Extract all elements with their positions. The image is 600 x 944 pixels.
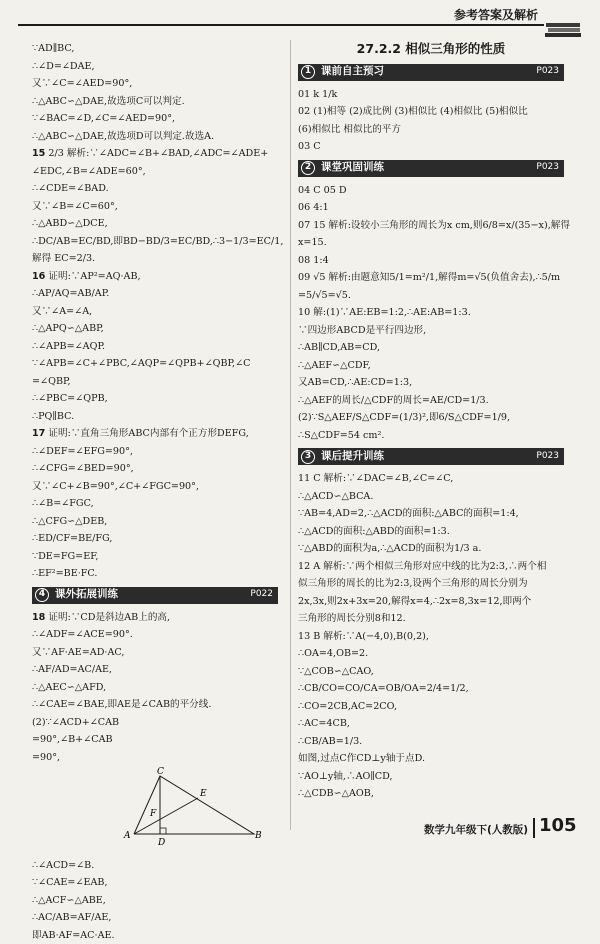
- text-line: ∴△CDB∽△AOB,: [298, 785, 564, 803]
- text-line: ∴∠ACD=∠B.: [32, 857, 278, 875]
- text-line: 04 C 05 D: [298, 182, 564, 200]
- footer-separator: [533, 818, 535, 838]
- question-number: 17: [32, 428, 45, 439]
- text-line: ∴∠DEF=∠EFG=90°,: [32, 443, 278, 461]
- text-line: 证明:∵直角三角形ABC内部有个正方形DEFG,: [48, 428, 248, 439]
- text-line: ∴CO=2CB,AC=2CO,: [298, 698, 564, 716]
- section-badge: 4: [35, 588, 49, 602]
- section-code: P023: [536, 63, 559, 81]
- text-line: ∴∠CDE=∠BAD.: [32, 180, 278, 198]
- question-number: 15: [32, 148, 45, 159]
- label-c: C: [157, 767, 164, 777]
- text-line: ∴∠PBC=∠QPB,: [32, 390, 278, 408]
- text-line: ∴△CFG∽△DEB,: [32, 513, 278, 531]
- text-line: ∵△COB∽△CAO,: [298, 663, 564, 681]
- column-divider: [290, 40, 291, 830]
- section-2-answers: [298, 182, 564, 445]
- triangle-outline: [134, 776, 254, 834]
- text-line: 03 C: [298, 138, 564, 156]
- section-badge: 2: [301, 161, 315, 175]
- text-line: 07 15 解析:设较小三角形的周长为x cm,则6/8=x/(35−x),解得: [298, 217, 564, 235]
- book-stack-icon: [544, 20, 584, 40]
- text-line: 证明:∵CD是斜边AB上的高,: [48, 612, 170, 623]
- label-a: A: [123, 831, 131, 841]
- text-line: 11 C 解析:∵∠DAC=∠B,∠C=∠C,: [298, 470, 564, 488]
- section-code: P022: [250, 586, 273, 604]
- text-line: (2)∵∠ACD+∠CAB: [32, 714, 278, 732]
- label-d: D: [157, 838, 165, 848]
- text-line: =∠QBP,: [32, 373, 278, 391]
- question-17: [32, 425, 278, 583]
- section-bar-4: [32, 587, 278, 604]
- section-bar-2: [298, 160, 564, 177]
- text-line: 2/3 解析:∵∠ADC=∠B+∠BAD,∠ADC=∠ADE+: [48, 148, 268, 159]
- text-line: 又∵AF·AE=AD·AC,: [32, 644, 278, 662]
- text-line: ∴EF²=BE·FC.: [32, 565, 278, 583]
- section-title: 课前自主预习: [321, 63, 384, 81]
- text-line: 又∵∠B=∠C=60°,: [32, 198, 278, 216]
- text-line: =90°,∠B+∠CAB: [32, 731, 278, 749]
- text-line: ∴△ABD∽△DCE,: [32, 215, 278, 233]
- text-line: 13 B 解析:∵A(−4,0),B(0,2),: [298, 628, 564, 646]
- text-line: ∵AB=4,AD=2,∴△ACD的面积:△ABC的面积=1:4,: [298, 505, 564, 523]
- text-line: ∴S△CDF=54 cm².: [298, 427, 564, 445]
- text-line: 08 1:4: [298, 252, 564, 270]
- text-line: ∴△ABC∽△DAE,故选项D可以判定.故选A.: [32, 128, 278, 146]
- text-line: ∴△ACF∽△ABE,: [32, 892, 278, 910]
- section-badge: 3: [301, 450, 315, 464]
- text-line: ∴DC/AB=EC/BD,即BD−BD/3=EC/BD,∴3−1/3=EC/1,: [32, 233, 278, 251]
- text-line: 如图,过点C作CD⊥y轴于点D.: [298, 750, 564, 768]
- triangle-diagram: [120, 768, 260, 846]
- text-line: ∵∠BAC=∠D,∠C=∠AED=90°,: [32, 110, 278, 128]
- right-angle-mark: [160, 828, 166, 834]
- text-line: ∴∠CFG=∠BED=90°,: [32, 460, 278, 478]
- section-title: 课外拓展训练: [55, 586, 118, 604]
- question-18: [32, 609, 278, 767]
- text-line: ∵∠APB=∠C+∠PBC,∠AQP=∠QPB+∠QBP,∠C: [32, 355, 278, 373]
- header-rule: [18, 24, 544, 26]
- question-15: [32, 145, 278, 268]
- text-line: ∴△AEF∽△CDF,: [298, 357, 564, 375]
- section-1-answers: [298, 86, 564, 156]
- text-line: ∵四边形ABCD是平行四边形,: [298, 322, 564, 340]
- text-line: x=15.: [298, 234, 564, 252]
- text-line: ∴AC=4CB,: [298, 715, 564, 733]
- right-column: [298, 40, 564, 803]
- section-code: P023: [536, 448, 559, 466]
- text-line: =90°,: [32, 749, 278, 767]
- text-line: ∴△ABC∽△DAE,故选项C可以判定.: [32, 93, 278, 111]
- text-line: ∴CB/CO=CO/CA=OB/OA=2/4=1/2,: [298, 680, 564, 698]
- text-line: ∴CB/AB=1/3.: [298, 733, 564, 751]
- text-line: ∴AP/AQ=AB/AP.: [32, 285, 278, 303]
- text-line: 似三角形的周长的比为2:3,设两个三角形的周长分别为: [298, 575, 564, 593]
- text-line: 又∵∠C+∠B=90°,∠C+∠FGC=90°,: [32, 478, 278, 496]
- text-line: ∴△APQ∽△ABP,: [32, 320, 278, 338]
- text-line: ∴∠ADF=∠ACE=90°.: [32, 626, 278, 644]
- text-line: 12 A 解析:∵两个相似三角形对应中线的比为2:3,∴两个相: [298, 558, 564, 576]
- label-f: F: [149, 809, 157, 819]
- text-line: ∵DE=FG=EF,: [32, 548, 278, 566]
- text-line: ∴AF/AD=AC/AE,: [32, 661, 278, 679]
- section-title: 课堂巩固训练: [321, 159, 384, 177]
- text-line: 即AB·AF=AC·AE.: [32, 927, 278, 944]
- text-line: ∵△ABD的面积为a,∴△ACD的面积为1/3 a.: [298, 540, 564, 558]
- section-bar-3: [298, 448, 564, 465]
- text-line: ∴∠CAE=∠BAE,即AE是∠CAB的平分线.: [32, 696, 278, 714]
- question-number: 16: [32, 271, 45, 282]
- left-column: [32, 40, 278, 944]
- text-line: 01 k 1/k: [298, 86, 564, 104]
- page-number: 105: [539, 815, 577, 836]
- text-line: ∴∠B=∠FGC,: [32, 495, 278, 513]
- intro-block: [32, 40, 278, 145]
- section-code: P023: [536, 159, 559, 177]
- text-line: 证明:∵AP²=AQ·AB,: [48, 271, 140, 282]
- label-e: E: [199, 789, 207, 799]
- text-line: 06 4:1: [298, 199, 564, 217]
- text-line: 09 √5 解析:由题意知5/1=m²/1,解得m=√5(负值舍去),∴5/m: [298, 269, 564, 287]
- text-line: 10 解:(1)∵AE:EB=1:2,∴AE:AB=1:3.: [298, 304, 564, 322]
- section-3-answers: [298, 470, 564, 803]
- text-line: ∵∠CAE=∠EAB,: [32, 874, 278, 892]
- text-line: 又∵∠C=∠AED=90°,: [32, 75, 278, 93]
- question-number: 18: [32, 612, 45, 623]
- text-line: ∵AD∥BC,: [32, 40, 278, 58]
- footer-book-title: 数学九年级下(人教版): [424, 822, 528, 837]
- text-line: ∴AB∥CD,AB=CD,: [298, 339, 564, 357]
- text-line: ∵AO⊥y轴,∴AO∥CD,: [298, 768, 564, 786]
- text-line: ∴△AEF的周长/△CDF的周长=AE/CD=1/3.: [298, 392, 564, 410]
- text-line: 2x,3x,则2x+3x=20,解得x=4,∴2x=8,3x=12,即两个: [298, 593, 564, 611]
- question-18-continued: [32, 857, 278, 944]
- section-title: 课后提升训练: [321, 448, 384, 466]
- text-line: ∴∠APB=∠AQP.: [32, 338, 278, 356]
- text-line: (2)∵S△AEF/S△CDF=(1/3)²,即6/S△CDF=1/9,: [298, 409, 564, 427]
- text-line: ∠EDC,∠B=∠ADE=60°,: [32, 163, 278, 181]
- text-line: ∴△AEC∽△AFD,: [32, 679, 278, 697]
- text-line: ∴△ACD的面积:△ABD的面积=1:3.: [298, 523, 564, 541]
- text-line: 解得 EC=2/3.: [32, 250, 278, 268]
- text-line: ∴AC/AB=AF/AE,: [32, 909, 278, 927]
- text-line: ∴△ACD∽△BCA.: [298, 488, 564, 506]
- text-line: ∴PQ∥BC.: [32, 408, 278, 426]
- text-line: ∴OA=4,OB=2.: [298, 645, 564, 663]
- text-line: 02 (1)相等 (2)成比例 (3)相似比 (4)相似比 (5)相似比: [298, 103, 564, 121]
- text-line: =5/√5=√5.: [298, 287, 564, 305]
- text-line: (6)相似比 相似比的平方: [298, 121, 564, 139]
- header-title: 参考答案及解析: [454, 6, 538, 23]
- text-line: ∴ED/CF=BE/FG,: [32, 530, 278, 548]
- text-line: 又AB=CD,∴AE:CD=1:3,: [298, 374, 564, 392]
- text-line: 又∵∠A=∠A,: [32, 303, 278, 321]
- text-line: ∴∠D=∠DAE,: [32, 58, 278, 76]
- lesson-title: 27.2.2 相似三角形的性质: [298, 40, 564, 58]
- section-badge: 1: [301, 65, 315, 79]
- text-line: 三角形的周长分别8和12.: [298, 610, 564, 628]
- label-b: B: [254, 831, 262, 841]
- question-16: [32, 268, 278, 426]
- section-bar-1: [298, 64, 564, 81]
